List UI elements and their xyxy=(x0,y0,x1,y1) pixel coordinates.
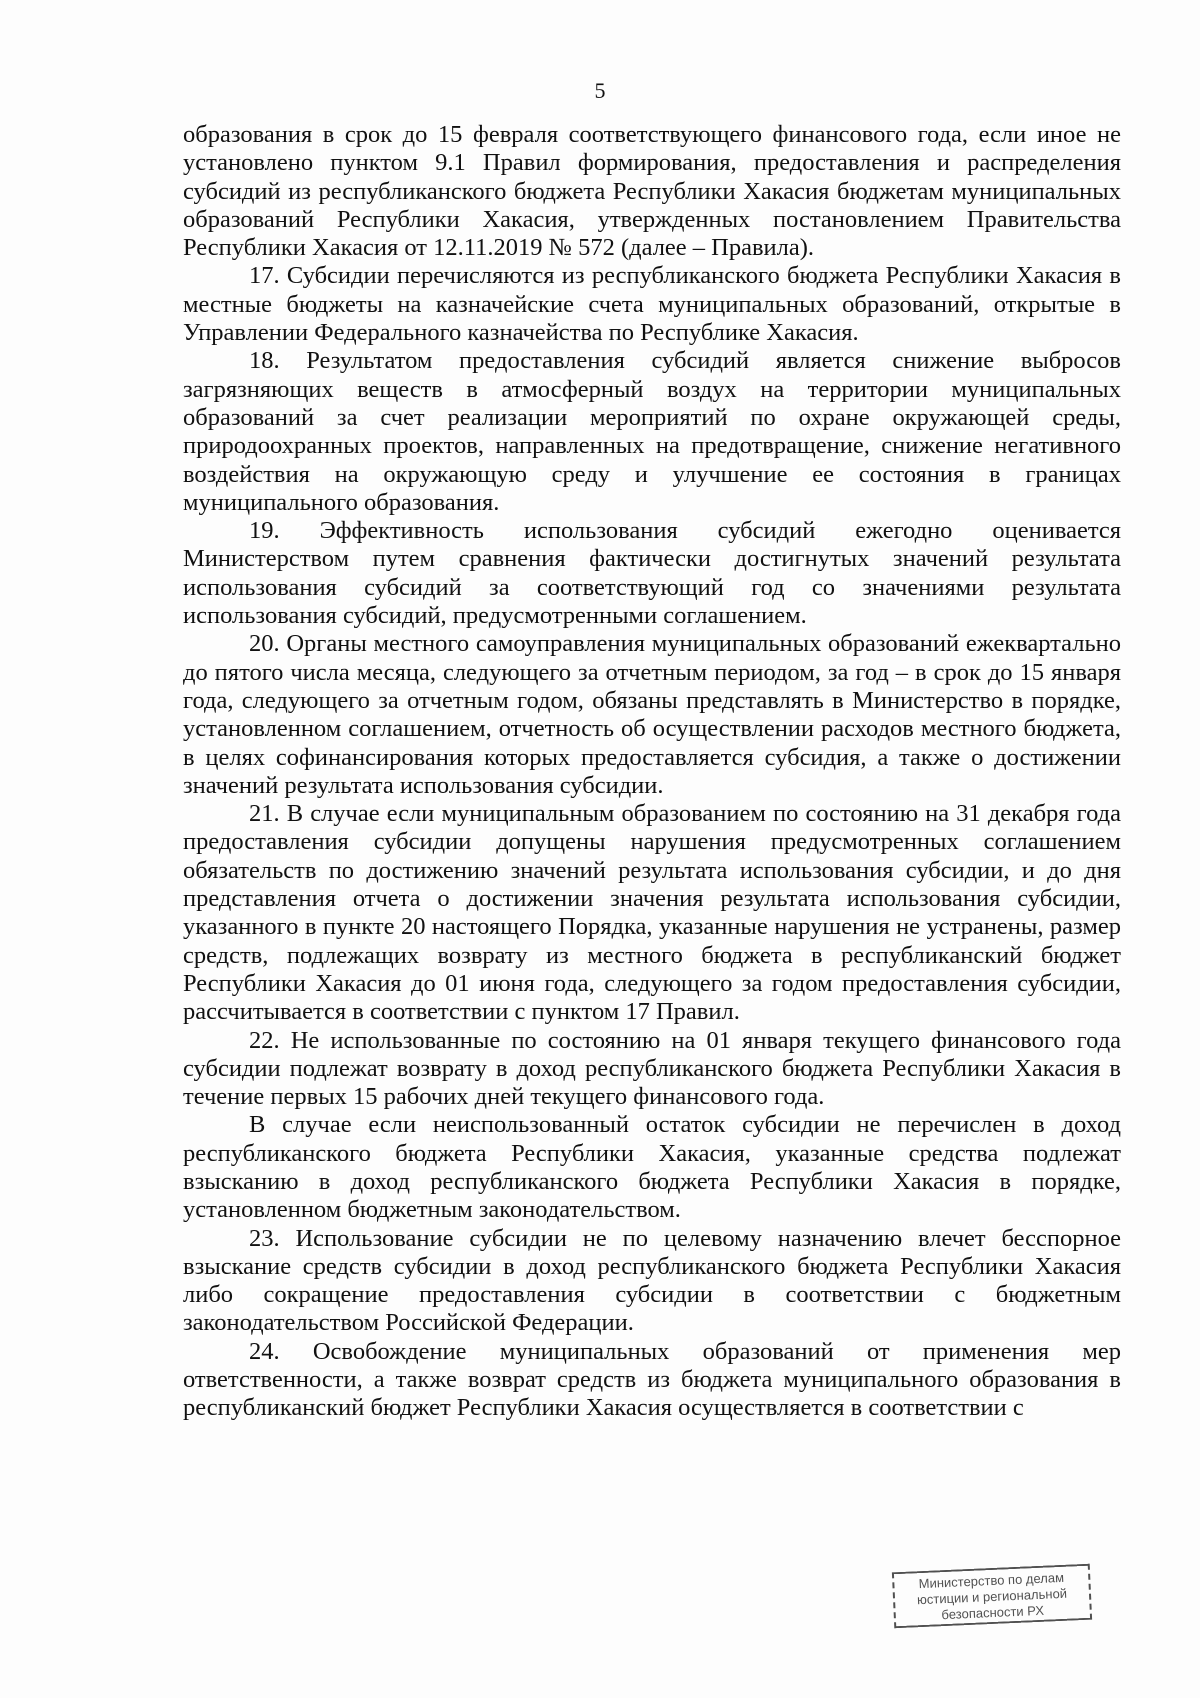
stamp-line-1: Министерство по делам xyxy=(918,1569,1065,1592)
paragraph-22-continued: В случае если неиспользованный остаток субсидии не перечислен в доход республиканского бюджета Республики Хакасия, указанные средства подлежат взысканию в доход республиканского бюджета Республики Хакасия в порядке, установленном бюджетным законодательством. xyxy=(183,1111,1121,1224)
ministry-stamp xyxy=(892,1564,1092,1629)
paragraph-23: 23. Использование субсидии не по целевому назначению влечет бесспорное взыскание средств субсидии в доход республиканского бюджета Республики Хакасия либо сокращение предоставления субсидии в соответствии с бюджетным законодательством Российской Федерации. xyxy=(183,1224,1121,1337)
paragraph-continuation: образования в срок до 15 февраля соответствующего финансового года, если иное не установлено пунктом 9.1 Правил формирования, предоставления и распределения субсидий из республиканского бюджета Республики Хакасия бюджетам муниципальных образований Республики Хакасия, утвержденных постановлением Правительства Республики Хакасия от 12.11.2019 № 572 (далее – Правила). xyxy=(183,121,1121,262)
paragraph-20: 20. Органы местного самоуправления муниципальных образований ежеквартально до пятого числа месяца, следующего за отчетным периодом, за год – в срок до 15 января года, следующего за отчетным годом, обязаны представлять в Министерство в порядке, установленном соглашением, отчетность об осуществлении расходов местного бюджета, в целях софинансирования которых предоставляется субсидия, а также о достижении значений результата использования субсидии. xyxy=(183,630,1121,799)
paragraph-17: 17. Субсидии перечисляются из республиканского бюджета Республики Хакасия в местные бюджеты на казначейские счета муниципальных образований, открытые в Управлении Федерального казначейства по Республике Хакасия. xyxy=(183,262,1121,347)
paragraph-21: 21. В случае если муниципальным образованием по состоянию на 31 декабря года предоставления субсидии допущены нарушения предусмотренных соглашением обязательств по достижению значений результата использования субсидии, и до дня представления отчета о достижении значения результата использования субсидии, указанного в пункте 20 настоящего Порядка, указанные нарушения не устранены, размер средств, подлежащих возврату из местного бюджета в республиканский бюджет Республики Хакасия до 01 июня года, следующего за годом предоставления субсидии, рассчитывается в соответствии с пунктом 17 Правил. xyxy=(183,800,1121,1026)
page-number: 5 xyxy=(594,78,606,103)
paragraph-24: 24. Освобождение муниципальных образований от применения мер ответственности, а также возврат средств из бюджета муниципального образования в республиканский бюджет Республики Хакасия осуществляется в соответствии с xyxy=(183,1337,1121,1422)
paragraph-22: 22. Не использованные по состоянию на 01 января текущего финансового года субсидии подлежат возврату в доход республиканского бюджета Республики Хакасия в течение первых 15 рабочих дней текущего финансового года. xyxy=(183,1026,1121,1111)
stamp-line-2: юстиции и региональной xyxy=(916,1585,1068,1608)
stamp-line-3: безопасности РХ xyxy=(941,1602,1045,1623)
paragraph-19: 19. Эффективность использования субсидий ежегодно оценивается Министерством путем сравнения фактически достигнутых значений результата использования субсидий за соответствующий год со значениями результата использования субсидий, предусмотренными соглашением. xyxy=(183,517,1121,630)
paragraph-18: 18. Результатом предоставления субсидий является снижение выбросов загрязняющих веществ в атмосферный воздух на территории муниципальных образований за счет реализации мероприятий по охране окружающей среды, природоохранных проектов, направленных на предотвращение, снижение негативного воздействия на окружающую среду и улучшение ее состояния в границах муниципального образования. xyxy=(183,347,1121,516)
document-body xyxy=(183,121,1121,1423)
